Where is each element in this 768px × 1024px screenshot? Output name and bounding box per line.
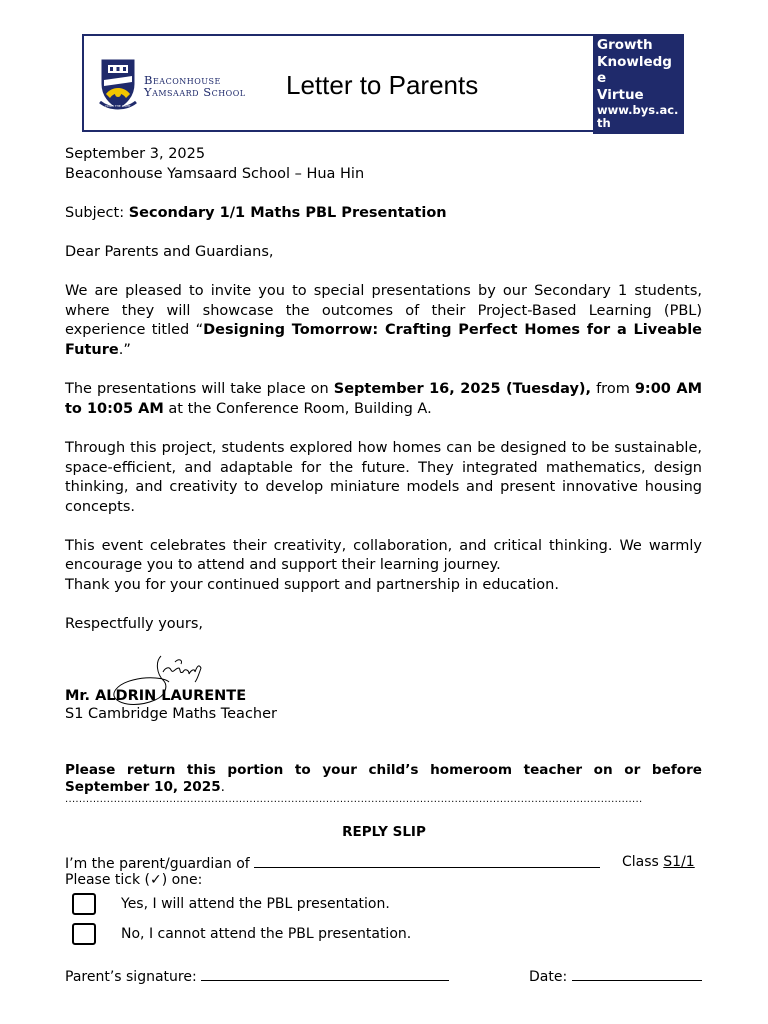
attend-yes-label: Yes, I will attend the PBL presentation. bbox=[121, 896, 390, 912]
attend-no-label: No, I cannot attend the PBL presentation. bbox=[121, 926, 412, 942]
class-line bbox=[622, 854, 695, 870]
subject-label: Subject: bbox=[65, 204, 129, 221]
return-instruction: Please return this portion to your child’s homeroom teacher on or before September 10, 2025. bbox=[65, 762, 702, 795]
letter-body bbox=[65, 145, 702, 635]
option-attend bbox=[72, 893, 390, 915]
teacher-name: Mr. ALDRIN LAURENTE bbox=[65, 688, 247, 704]
date-label: Date: bbox=[529, 969, 572, 985]
website-link[interactable]: www.bys.ac.th bbox=[597, 103, 679, 130]
signature-label: Parent’s signature: bbox=[65, 969, 202, 985]
value-growth: Growth bbox=[597, 37, 653, 53]
paragraph-thanks: Thank you for your continued support and partnership in education. bbox=[65, 577, 559, 594]
project-title: Designing Tomorrow: Crafting Perfect Homes for a Liveable Future bbox=[65, 322, 703, 358]
class-value: S1/1 bbox=[663, 854, 695, 870]
school-crest-logo bbox=[98, 56, 138, 110]
option-not-attend bbox=[72, 923, 411, 945]
school-values-panel bbox=[593, 34, 684, 134]
school-name-line1: Beaconhouse bbox=[144, 73, 221, 87]
paragraph-project: Through this project, students explored how homes can be designed to be sustainable, space-efficient, and adaptable for the future. They integrated mathematics, design thinking, and creativity to develop miniature models and present innovative housing concepts. bbox=[65, 439, 702, 515]
reply-slip-title: REPLY SLIP bbox=[342, 824, 426, 840]
attend-yes-checkbox[interactable] bbox=[72, 893, 96, 915]
school-location: Beaconhouse Yamsaard School – Hua Hin bbox=[65, 165, 365, 182]
value-knowledge: Knowledge bbox=[597, 53, 672, 86]
class-label: Class bbox=[622, 854, 664, 870]
date-field[interactable] bbox=[572, 967, 702, 981]
letterhead bbox=[82, 34, 684, 132]
paragraph-invitation bbox=[65, 282, 702, 360]
parent-signature-field[interactable] bbox=[201, 967, 449, 981]
signature-block bbox=[65, 652, 465, 732]
letter-date: September 3, 2025 bbox=[65, 146, 206, 162]
teacher-role: S1 Cambridge Maths Teacher bbox=[65, 706, 277, 722]
value-virtue: Virtue bbox=[597, 86, 644, 103]
invitation-text: We are pleased to invite you to special presentations by our Secondary 1 students, where they will showcase the outcomes of their Project-Based Learning (PBL) experience titled “ bbox=[65, 283, 702, 339]
parent-signature-line bbox=[65, 967, 449, 985]
greeting: Dear Parents and Guardians, bbox=[65, 243, 274, 260]
child-name-field[interactable] bbox=[254, 854, 600, 868]
parent-label: I’m the parent/guardian of bbox=[65, 856, 255, 872]
tick-instruction: Please tick (✓) one: bbox=[65, 872, 203, 888]
cut-line-divider: ...................................................................................................................................................................... bbox=[65, 794, 643, 805]
attend-no-checkbox[interactable] bbox=[72, 923, 96, 945]
schedule-text-2: from bbox=[591, 381, 635, 398]
date-line bbox=[529, 967, 702, 985]
event-time: 9:00 AM to 10:05 AM bbox=[65, 381, 702, 417]
paragraph-schedule bbox=[65, 380, 702, 419]
page-title: Letter to Parents bbox=[286, 70, 479, 100]
school-name bbox=[144, 74, 246, 98]
school-name-line2: Yamsaard School bbox=[144, 85, 246, 99]
schedule-text-3: at the Conference Room, Building A. bbox=[163, 400, 432, 417]
event-date: September 16, 2025 (Tuesday), bbox=[333, 381, 592, 398]
invitation-end: .” bbox=[118, 341, 131, 358]
schedule-text-1: The presentations will take place on bbox=[65, 381, 334, 398]
subject-text: Secondary 1/1 Maths PBL Presentation bbox=[128, 204, 447, 221]
logo-motto: HOLD THE LIGHT bbox=[105, 104, 131, 108]
parent-name-line bbox=[65, 854, 600, 872]
subject-line bbox=[65, 204, 702, 224]
paragraph-celebration: This event celebrates their creativity, collaboration, and critical thinking. We warmly encourage you to attend and support their learning journey. bbox=[65, 537, 702, 574]
closing: Respectfully yours, bbox=[65, 616, 203, 633]
